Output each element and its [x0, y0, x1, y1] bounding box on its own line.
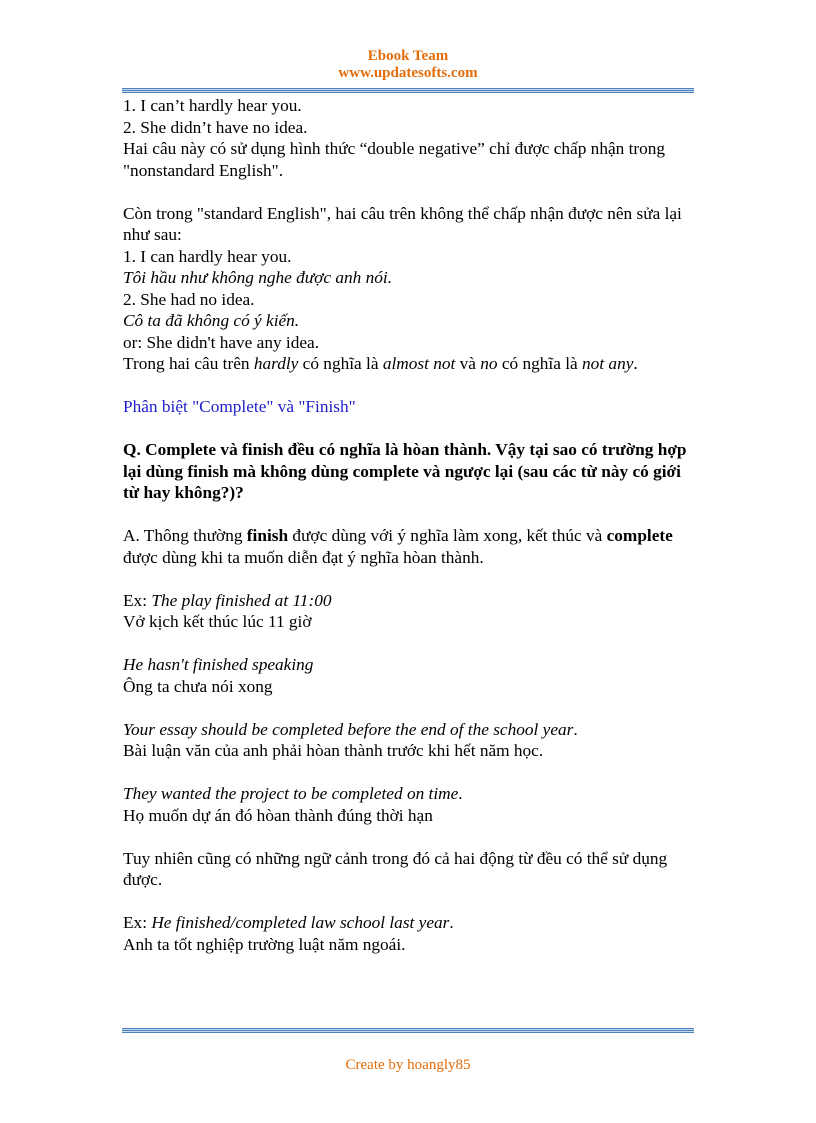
translation-line: Tôi hầu như không nghe được anh nói. [123, 268, 393, 287]
example-line: Ex: The play finished at 11:00 [123, 590, 332, 610]
footer-rule [122, 1028, 694, 1033]
translation-line: Anh ta tốt nghiệp trường luật năm ngoái. [123, 934, 406, 954]
example-line: They wanted the project to be completed on time. [123, 784, 463, 803]
text-paragraph: Trong hai câu trên hardly có nghĩa là almost not và no có nghĩa là not any. [123, 354, 638, 373]
text-paragraph: Tuy nhiên cũng có những ngữ cảnh trong đó cả hai động từ đều có thể sử dụng được. [123, 848, 668, 889]
text-paragraph: Còn trong "standard English", hai câu trên không thể chấp nhận được nên sửa lại như sau: [123, 203, 682, 244]
header-title: Ebook Team [367, 48, 449, 64]
header-url: www.updatesofts.com [338, 65, 478, 81]
question-paragraph: Q. Complete và finish đều có nghĩa là hòan thành. Vậy tại sao có trường hợp lại dùng finish mà không dùng complete và ngược lại (sau các từ này có giới từ hay không?)? [123, 440, 687, 502]
text-line: 1. I can’t hardly hear you. [123, 96, 302, 115]
text-line: or: She didn't have any idea. [123, 332, 320, 352]
example-line: Your essay should be completed before the end of the school year. [123, 719, 578, 739]
text-line: 1. I can hardly hear you. [123, 246, 292, 266]
example-line: He hasn't finished speaking [123, 655, 314, 674]
page-header [122, 48, 694, 82]
text-paragraph: Hai câu này có sử dụng hình thức “double negative” chỉ được chấp nhận trong "nonstandard English". [123, 139, 666, 180]
header-rule [122, 88, 694, 93]
text-line: 2. She had no idea. [123, 289, 255, 309]
translation-line: Vở kịch kết thúc lúc 11 giờ [123, 612, 312, 631]
translation-line: Ông ta chưa nói xong [123, 676, 273, 696]
example-line: Ex: He finished/completed law school last year. [123, 913, 454, 932]
translation-line: Cô ta đã không có ý kiến. [123, 311, 300, 330]
page-footer: Create by hoangly85 [345, 1057, 471, 1073]
translation-line: Bài luận văn của anh phải hòan thành trước khi hết năm học. [123, 741, 544, 760]
page-content [123, 95, 698, 955]
section-title: Phân biệt "Complete" và "Finish" [123, 397, 356, 416]
answer-paragraph: A. Thông thường finish được dùng với ý nghĩa làm xong, kết thúc và complete được dùng khi ta muốn diễn đạt ý nghĩa hòan thành. [123, 526, 673, 567]
translation-line: Họ muốn dự án đó hòan thành đúng thời hạn [123, 805, 433, 825]
text-line: 2. She didn’t have no idea. [123, 117, 308, 137]
